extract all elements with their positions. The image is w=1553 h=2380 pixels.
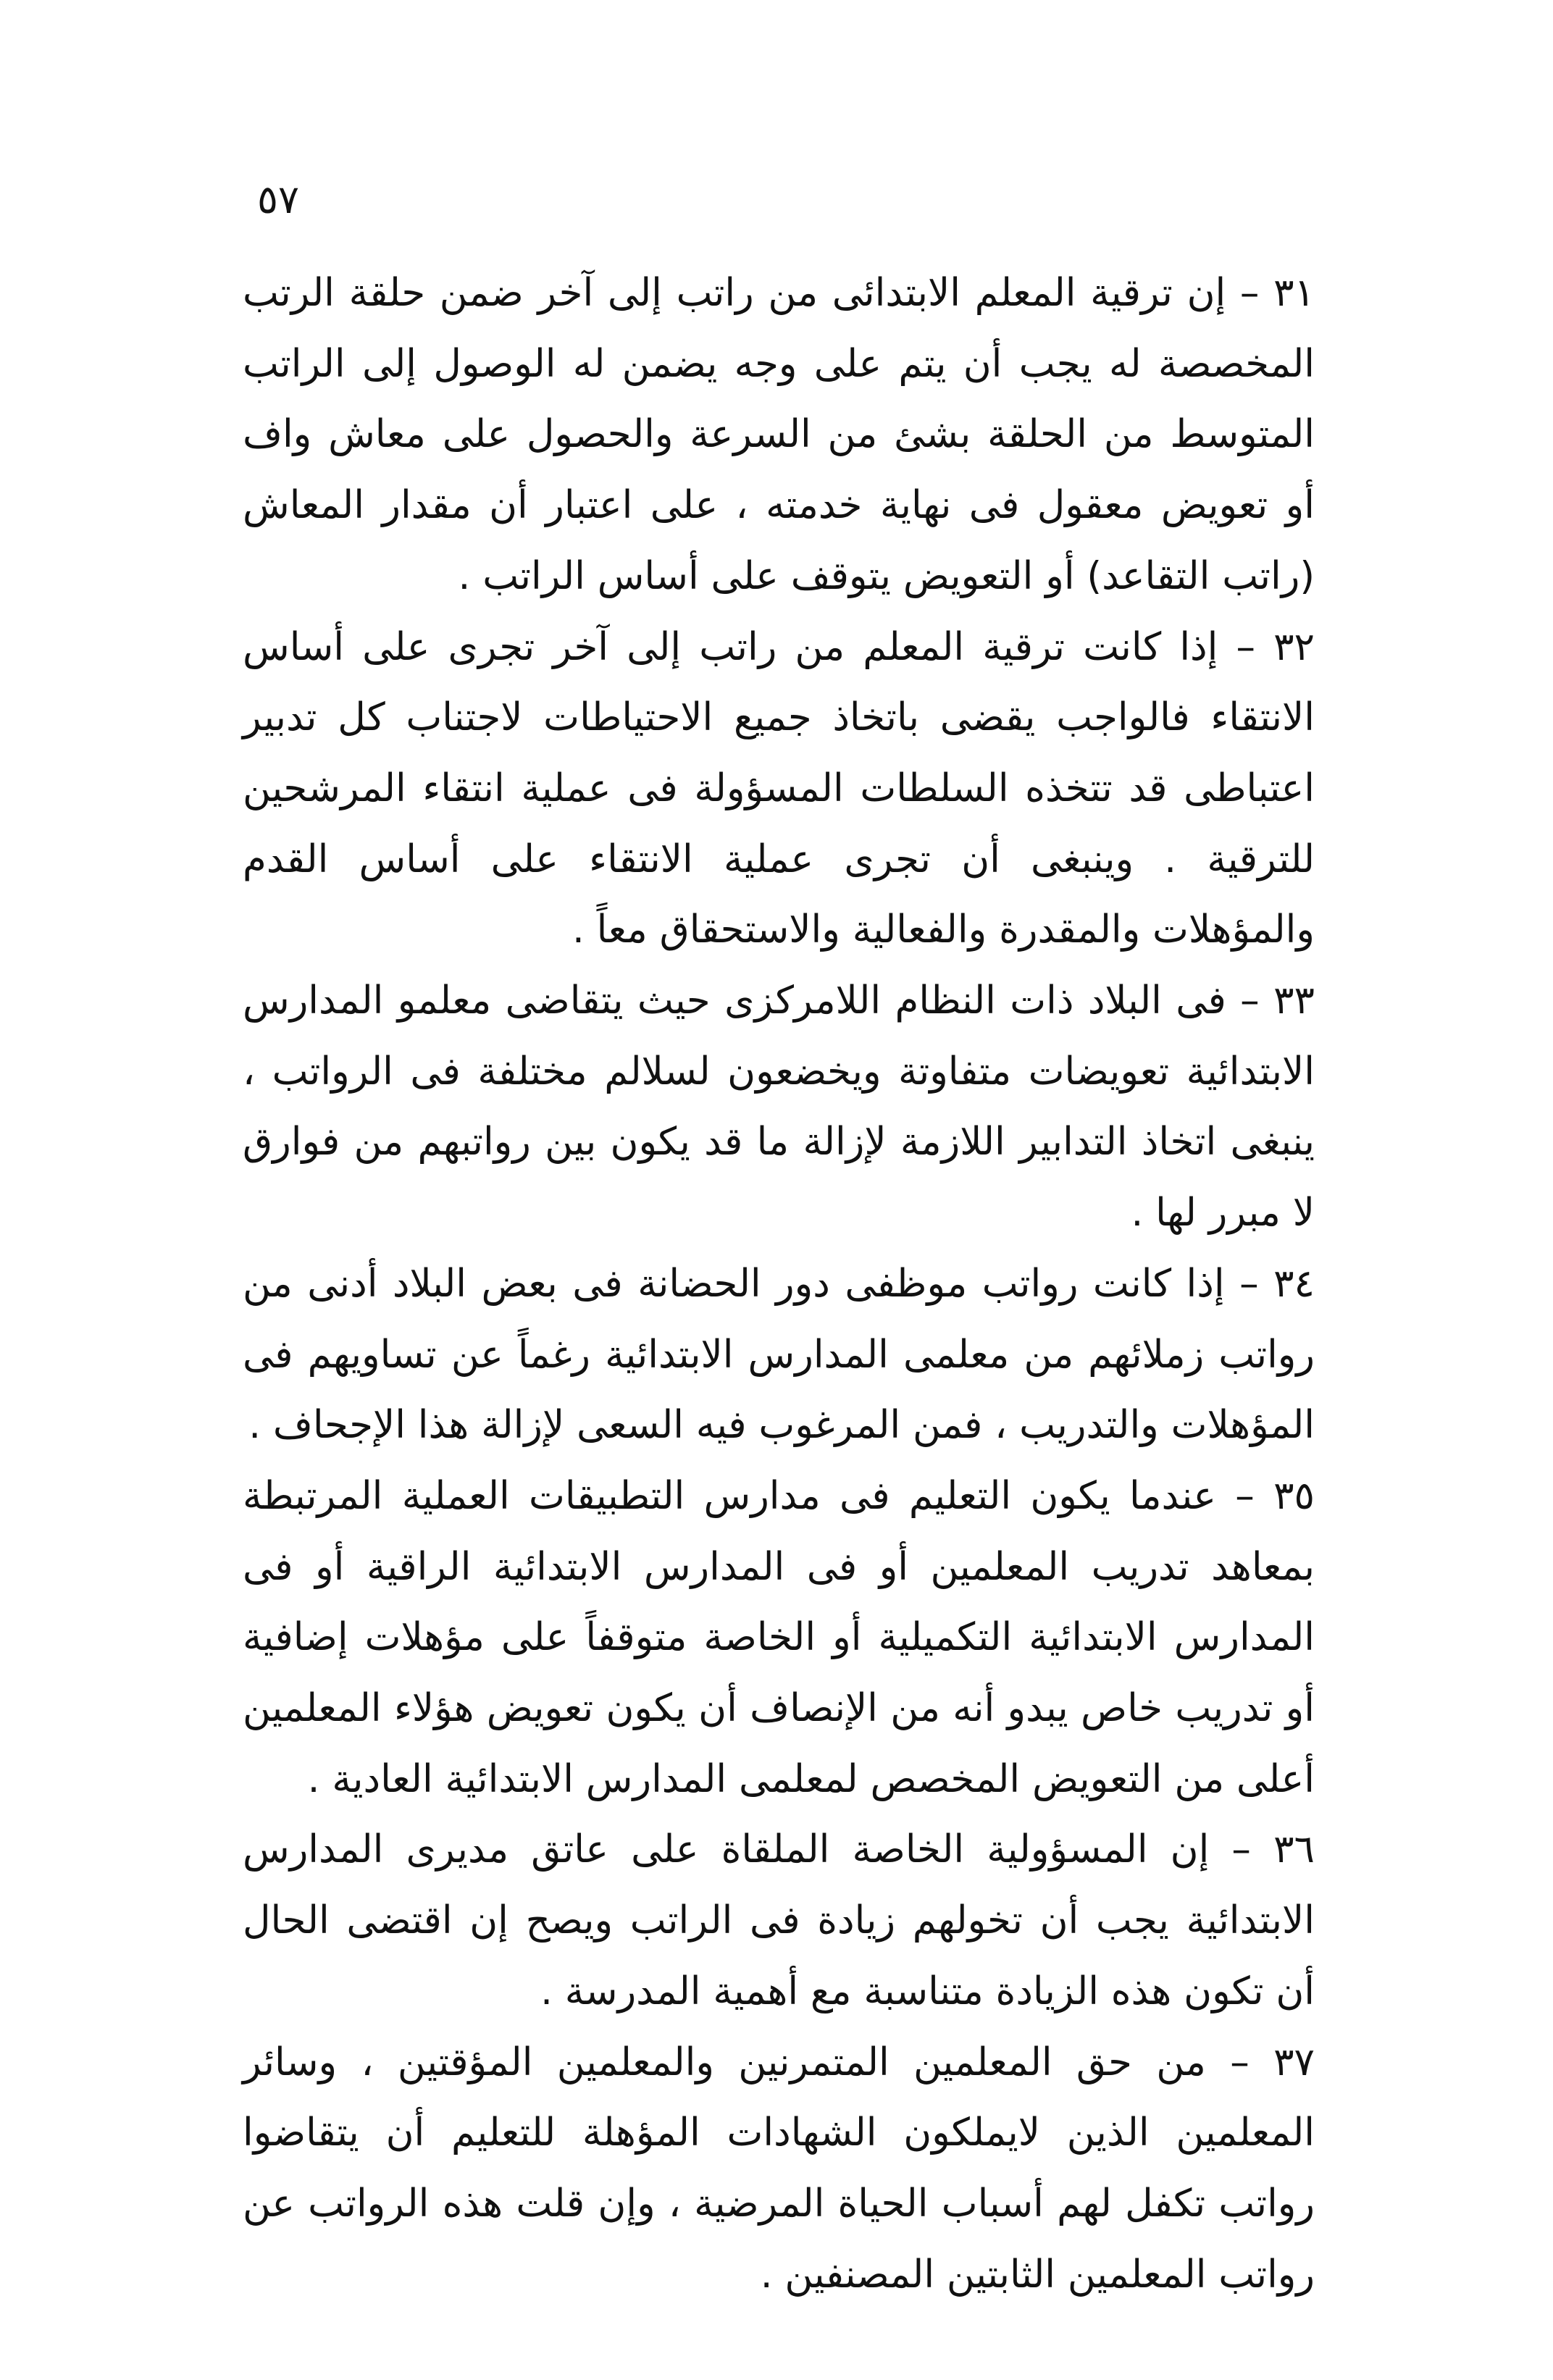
paragraph-37: ٣٧ – من حق المعلمين المتمرنين والمعلمين المؤقتين ، وسائر المعلمين الذين لايملكون الشهادات المؤهلة للتعليم أن يتقاضوا رواتب تكفل لهم أسباب الحياة المرضية ، وإن قلت هذه الرواتب عن رواتب المعلمين الثابتين المصنفين . [243, 2040, 1315, 2297]
paragraph-35: ٣٥ – عندما يكون التعليم فى مدارس التطبيقات العملية المرتبطة بمعاهد تدريب المعلمين أو فى المدارس الابتدائية الراقية أو فى المدارس الابتدائية التكميلية أو الخاصة متوقفاً على مؤهلات إضافية أو تدريب خاص يبدو أنه من الإنصاف أن يكون تعويض هؤلاء المعلمين أعلى من التعويض المخصص لمعلمى المدارس الابتدائية العادية . [243, 1473, 1315, 1801]
page-number: ٥٧ [257, 177, 300, 222]
paragraph-34: ٣٤ – إذا كانت رواتب موظفى دور الحضانة فى بعض البلاد أدنى من رواتب زملائهم من معلمى المدارس الابتدائية رغماً عن تساويهم فى المؤهلات والتدريب ، فمن المرغوب فيه السعى لإزالة هذا الإجحاف . [243, 1261, 1315, 1448]
paragraph-31: ٣١ – إن ترقية المعلم الابتدائى من راتب إلى آخر ضمن حلقة الرتب المخصصة له يجب أن يتم على وجه يضمن له الوصول إلى الراتب المتوسط من الحلقة بشئ من السرعة والحصول على معاش واف أو تعويض معقول فى نهاية خدمته ، على اعتبار أن مقدار المعاش (راتب التقاعد) أو التعويض يتوقف على أساس الراتب . [243, 271, 1315, 598]
paragraph-33: ٣٣ – فى البلاد ذات النظام اللامركزى حيث يتقاضى معلمو المدارس الابتدائية تعويضات متفاوتة ويخضعون لسلالم مختلفة فى الرواتب ، ينبغى اتخاذ التدابير اللازمة لإزالة ما قد يكون بين رواتبهم من فوارق لا مبرر لها . [243, 979, 1315, 1236]
body-text [243, 258, 1315, 2310]
paragraph-32: ٣٢ – إذا كانت ترقية المعلم من راتب إلى آخر تجرى على أساس الانتقاء فالواجب يقضى باتخاذ جميع الاحتياطات لاجتناب كل تدبير اعتباطى قد تتخذه السلطات المسؤولة فى عملية انتقاء المرشحين للترقية . وينبغى أن تجرى عملية الانتقاء على أساس القدم والمؤهلات والمقدرة والفعالية والاستحقاق معاً . [243, 624, 1315, 952]
paragraph-36: ٣٦ – إن المسؤولية الخاصة الملقاة على عاتق مديرى المدارس الابتدائية يجب أن تخولهم زيادة فى الراتب ويصح إن اقتضى الحال أن تكون هذه الزيادة متناسبة مع أهمية المدرسة . [243, 1827, 1315, 2014]
